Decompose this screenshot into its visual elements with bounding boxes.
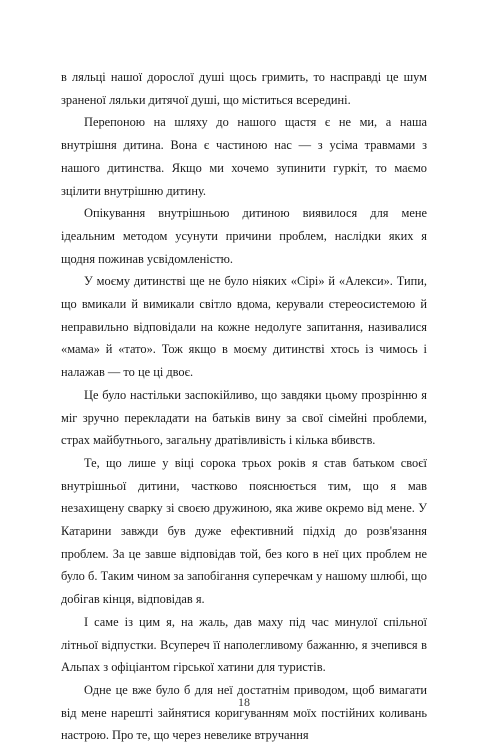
paragraph-7: І саме із цим я, на жаль, дав маху під час минулої спільної літньої відпустки. Всупереч її наполегливому бажанню, я зчепився в Альпах з офіціантом гірської хатини для туристів. [61,614,427,675]
paragraph-2: Перепоною на шляху до нашого щастя є не ми, а наша внутрішня дитина. Вона є частиною нас — з усіма травмами з нашого дитинства. Якщо ми хочемо зупинити гуркіт, то маємо зцілити внутрішню дитину. [61,115,427,198]
paragraph-5: Це було настільки заспокійливо, що завдяки цьому прозрінню я міг зручно перекладати на батьків вину за свої сімейні проблеми, страх майбутнього, загальну дратівливість і кілька вбивств. [61,387,427,448]
book-page-body [61,66,427,747]
paragraph-4: У моєму дитинстві ще не було ніяких «Сірі» й «Алекси». Типи, що вмикали й вимикали світло вдома, керували стереосистемою й неправильно відповідали на кожне недолуге запитання, називалися «мама» й «тато». Тож якщо в моєму дитинстві хтось із чимось і налажав — то це ці двоє. [61,274,427,380]
paragraph-3: Опікування внутрішньою дитиною виявилося для мене ідеальним методом усунути причини проблем, наслідки яких я щодня пожинав усвідомленістю. [61,206,427,266]
paragraph-6: Те, що лише у віці сорока трьох років я став батьком своєї внутрішньої дитини, частково пояснюється тим, що я мав незахищену сварку зі своєю дружиною, яка живе окремо від мене. У Катарини завжди був дуже ефективний підхід до розв'язання проблем. За це завше відповідав той, без кого в неї цих проблем не було б. Таким чином за запобігання суперечкам у нашому шлюбі, що добігав кінця, відповідав я. [61,455,427,607]
page-number: 18 [238,695,250,709]
paragraph-8: Одне це вже було б для неї достатнім приводом, щоб вимагати від мене нарешті зайнятися коригуванням моїх постійних коливань настрою. Про те, що через невелике втручання [61,682,427,743]
paragraph-1: в ляльці нашої дорослої душі щось гримить, то насправді це шум зраненої ляльки дитячої душі, що міститься всередині. [61,70,427,107]
